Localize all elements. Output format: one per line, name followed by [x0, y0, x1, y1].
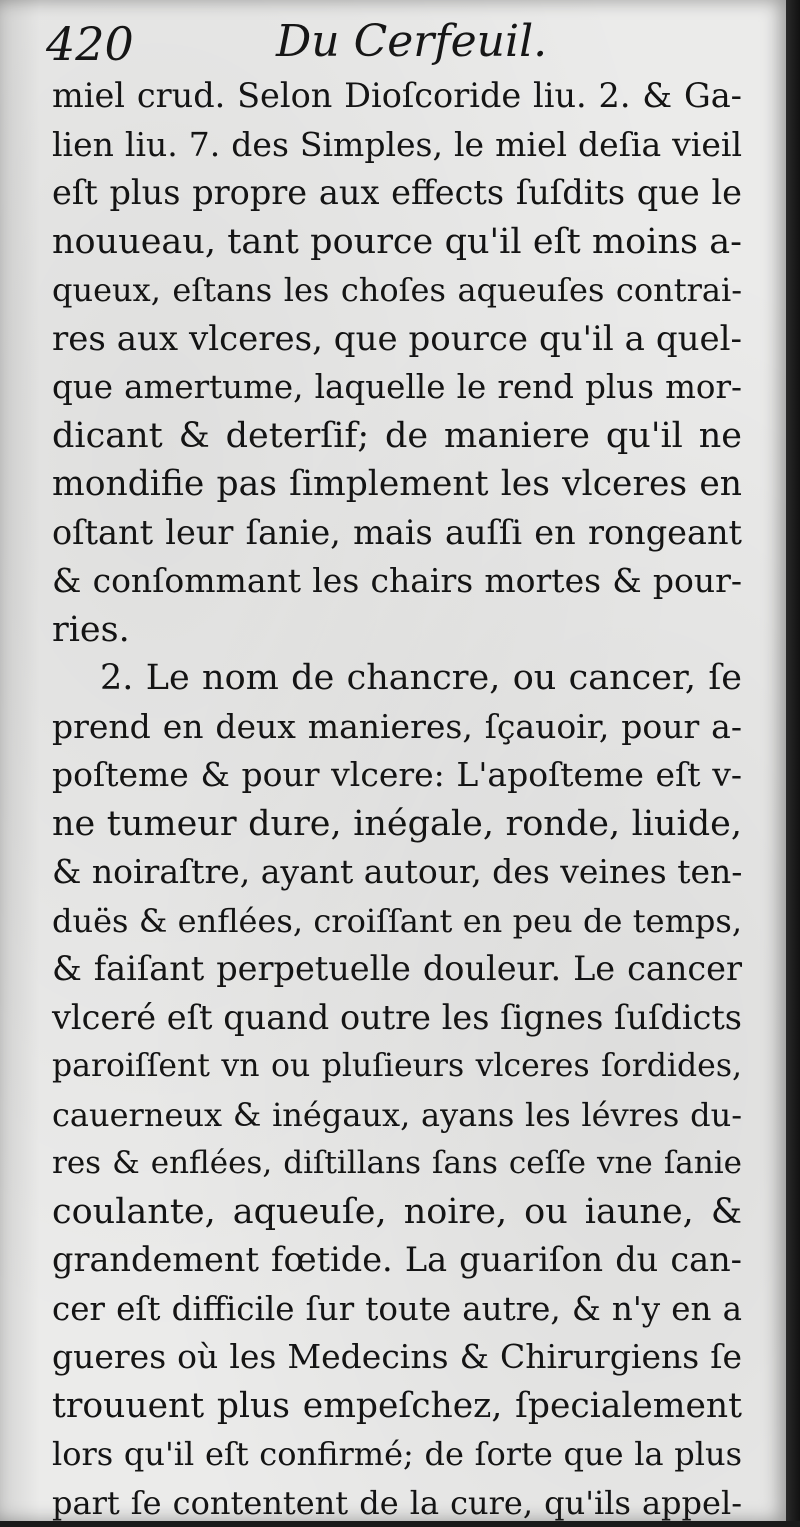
text-line: eſt plus propre aux effects ſuſdits que le [52, 169, 742, 218]
text-line: gueres où les Medecins & Chirurgiens ſe [52, 1333, 742, 1382]
text-line: coulante, aqueuſe, noire, ou iaune, & [52, 1188, 742, 1237]
text-line: paroiſſent vn ou pluſieurs vlceres ſordides, [52, 1042, 742, 1091]
text-line: & faiſant perpetuelle douleur. Le cancer [52, 945, 742, 994]
body-text [52, 72, 742, 1527]
page-header [46, 14, 746, 74]
text-line: ne tumeur dure, inégale, ronde, liuide, [52, 800, 742, 849]
text-line: res aux vlceres, que pource qu'il a quel- [52, 315, 742, 364]
book-edge-shadow [786, 0, 800, 1521]
text-line: lors qu'il eſt confirmé; de ſorte que la plus [52, 1430, 742, 1479]
paragraph-end-line: ries. [52, 606, 742, 655]
paragraph-start-line: 2. Le nom de chancre, ou cancer, ſe [52, 654, 742, 703]
text-line: miel crud. Selon Dioſcoride liu. 2. & Ga- [52, 72, 742, 121]
text-line: que amertume, laquelle le rend plus mor- [52, 363, 742, 412]
text-line: duës & enflées, croiſſant en peu de temps, [52, 897, 742, 946]
text-line: cauerneux & inégaux, ayans les lévres du- [52, 1091, 742, 1140]
text-line: grandement fœtide. La guariſon du can- [52, 1236, 742, 1285]
text-line: cer eſt difficile ſur toute autre, & n'y en a [52, 1285, 742, 1334]
text-line: nouueau, tant pource qu'il eſt moins a- [52, 218, 742, 267]
text-line: queux, eſtans les choſes aqueuſes contrai- [52, 266, 742, 315]
running-head: Du Cerfeuil. [276, 14, 547, 70]
text-line: part ſe contentent de la cure, qu'ils appel- [52, 1479, 742, 1527]
text-line: vlceré eſt quand outre les ſignes ſuſdicts [52, 994, 742, 1043]
text-line: & noiraſtre, ayant autour, des veines ten- [52, 848, 742, 897]
text-line: & conſommant les chairs mortes & pour- [52, 557, 742, 606]
text-line: trouuent plus empeſchez, ſpecialement [52, 1382, 742, 1431]
text-line: dicant & deterſif; de maniere qu'il ne [52, 412, 742, 461]
text-line: oſtant leur ſanie, mais auſſi en rongeant [52, 509, 742, 558]
text-line: mondifie pas ſimplement les vlceres en [52, 460, 742, 509]
text-line: poſteme & pour vlcere: L'apoſteme eſt v- [52, 751, 742, 800]
text-line: lien liu. 7. des Simples, le miel deſia vieil [52, 121, 742, 170]
text-line: prend en deux manieres, ſçauoir, pour a- [52, 703, 742, 752]
text-line: res & enflées, diſtillans ſans ceſſe vne ſanie [52, 1139, 742, 1188]
page-number: 420 [46, 16, 134, 72]
